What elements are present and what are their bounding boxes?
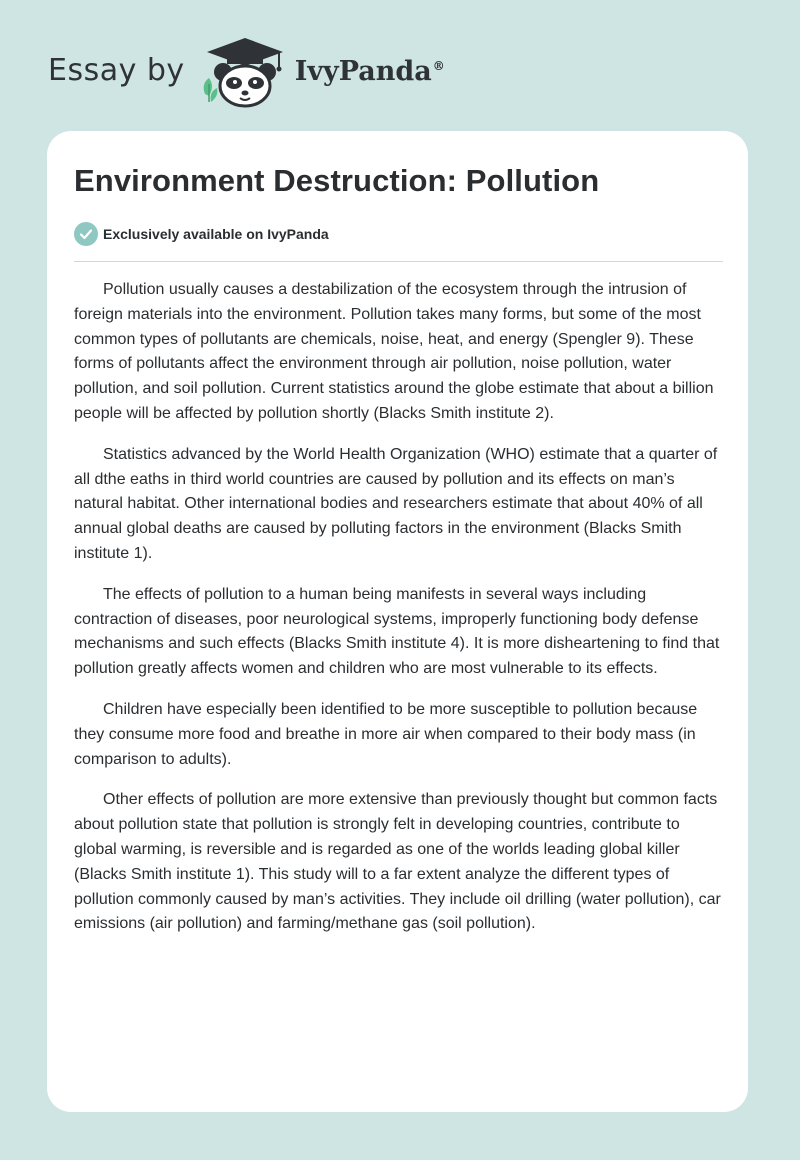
- brand-prefix: Essay by: [48, 52, 185, 88]
- brand-header[interactable]: [48, 36, 445, 108]
- brand-name: IvyPanda®: [294, 55, 445, 87]
- exclusive-badge: [74, 222, 329, 246]
- panda-graduate-logo-icon: [199, 36, 291, 108]
- exclusive-label: Exclusively available on IvyPanda: [103, 226, 329, 242]
- checkmark-circle-icon: [74, 222, 98, 246]
- paragraph: Other effects of pollution are more extensive than previously thought but common facts about pollution state that pollution is strongly felt in developing countries, contribute to global warming, is reversible and is regarded as one of the worlds leading global killer (Blacks Smith institute 1). This study will to a far extent analyze the different types of pollution commonly caused by man’s activities. They include oil drilling (water pollution), car emissions (air pollution) and farming/methane gas (soil pollution).: [74, 791, 721, 933]
- paragraph: Children have especially been identified to be more susceptible to pollution because they consume more food and breathe in more air when compared to their body mass (in comparison to adults).: [74, 700, 698, 768]
- paragraph: The effects of pollution to a human being manifests in several ways including contraction of diseases, poor neurological systems, improperly functioning body defense mechanisms and such effects (Blacks Smith institute 4). It is more disheartening to find that pollution greatly affects women and children who are most vulnerable to its effects.: [74, 585, 720, 678]
- divider: [74, 261, 723, 262]
- essay-card: [47, 131, 748, 1112]
- registered-mark: ®: [432, 58, 445, 73]
- essay-body: [74, 278, 726, 953]
- paragraph: Pollution usually causes a destabilization of the ecosystem through the intrusion of foreign materials into the environment. Pollution takes many forms, but some of the most common types of pollutants are chemicals, noise, heat, and energy (Spengler 9). These forms of pollutants affect the environment through air pollution, noise pollution, water pollution, and soil pollution. Current statistics around the globe estimate that about a billion people will be affected by pollution shortly (Blacks Smith institute 2).: [74, 281, 714, 422]
- paragraph: Statistics advanced by the World Health Organization (WHO) estimate that a quarter of all dthe eaths in third world countries are caused by pollution and its effects on man’s natural habitat. Other international bodies and researchers estimate that about 40% of all annual global deaths are caused by polluting factors in the environment (Blacks Smith institute 1).: [74, 445, 718, 562]
- page-title: Environment Destruction: Pollution: [74, 163, 600, 198]
